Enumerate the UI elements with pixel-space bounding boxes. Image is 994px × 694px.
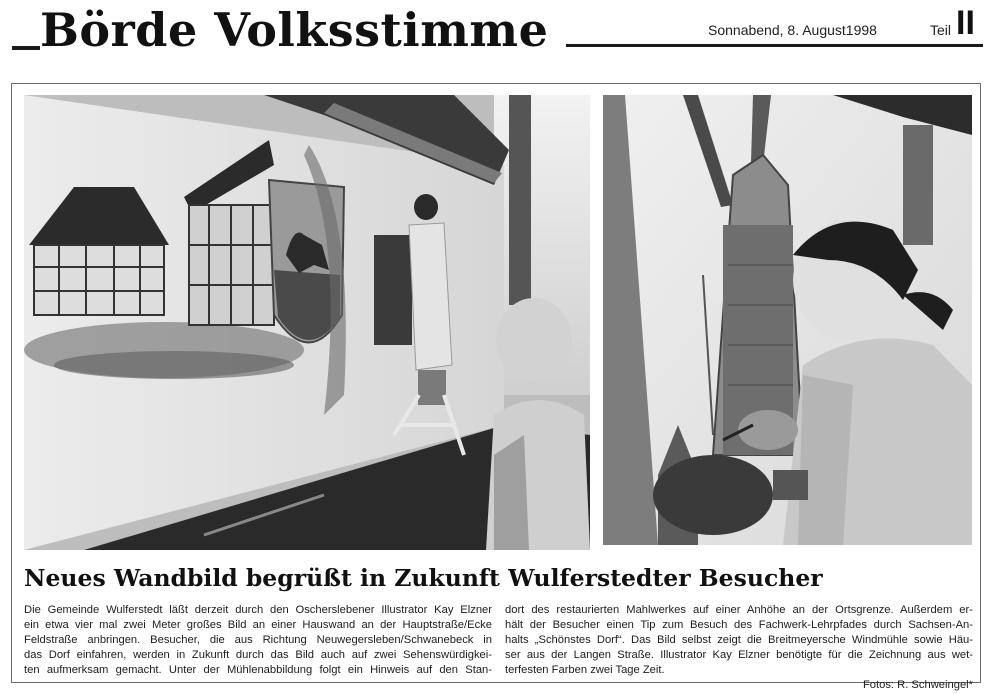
body-line: Die Gemeinde Wulferstedt läßt derzeit durch den Oscherslebener Illustrator Kay Elzner <box>24 604 492 616</box>
body-line: hält der Besucher einen Tip zum Besuch des Fachwerk-Lehrpfades durch Sachsen-An- <box>505 619 973 631</box>
section-number: II <box>956 4 975 42</box>
body-line: ein etwa vier mal zwei Meter großes Bild an einer Hauswand an der Hauptstraße/Ecke <box>24 619 492 631</box>
mural-photo-illustration <box>24 95 590 550</box>
body-line: ten aufmerksam gemacht. Unter der Mühlenabbildung folgt ein Hinweis auf den Stan- <box>24 664 492 676</box>
body-line: Feldstraße anbringen. Besucher, die aus Richtung Neuwegersleben/Schwanebeck in <box>24 634 492 646</box>
newspaper-title: Börde Volksstimme <box>40 3 549 57</box>
body-line: dort des restaurierten Mahlwerkes auf einer Anhöhe an der Ortsgrenze. Außerdem er- <box>505 604 973 616</box>
masthead-dash <box>12 46 40 50</box>
body-line: das Dorf einfahren, werden in Zukunft durch das Bild auch auf zwei Sehenswürdigkei- <box>24 649 492 661</box>
photo-credit: Fotos: R. Schweingel* <box>862 679 973 691</box>
masthead <box>0 0 994 64</box>
photo-painter-windmill <box>603 95 972 545</box>
section-label: Teil <box>930 22 952 38</box>
photo-mural-wall <box>24 95 590 550</box>
body-line: halts „Schönstes Dorf“. Das Bild selbst zeigt die Breitmeyersche Windmühle sowie Häu- <box>505 634 973 646</box>
article-body-column-2 <box>505 603 973 693</box>
body-line: ser aus der Langen Straße. Illustrator Kay Elzner benötigte für die Zeichnung aus wet- <box>505 649 973 661</box>
article-headline: Neues Wandbild begrüßt in Zukunft Wulferstedter Besucher <box>24 564 823 592</box>
masthead-rule <box>566 44 983 47</box>
article-body-column-1 <box>24 603 492 678</box>
body-line: terfesten Farben zwei Tage Zeit. <box>505 664 665 676</box>
issue-date: Sonnabend, 8. August1998 <box>708 22 877 38</box>
painter-photo-illustration <box>603 95 972 545</box>
